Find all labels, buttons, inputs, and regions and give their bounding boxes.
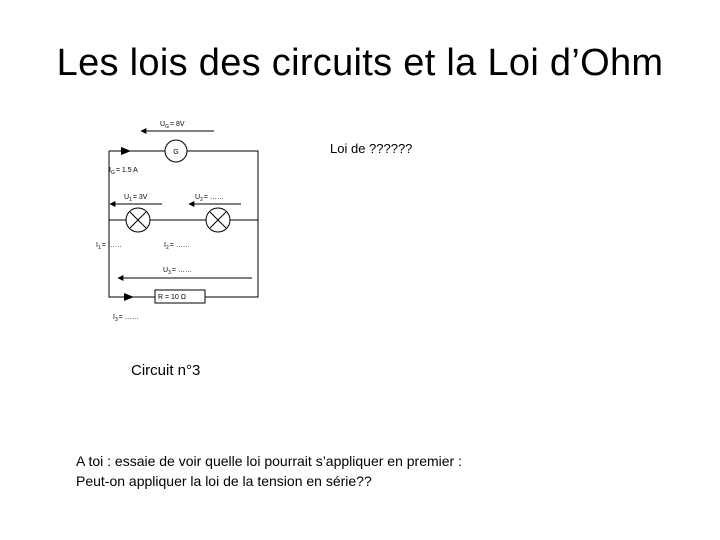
current-g-label: $I_G= 1.5$ A	[109, 167, 138, 176]
generator-voltage-label: $U_G= 8V$	[160, 121, 185, 130]
current-2-label: $I_2=$ ……	[164, 242, 190, 251]
instruction-line-2: Peut-on appliquer la loi de la tension en série??	[76, 473, 372, 489]
lamp-1	[126, 208, 150, 232]
lamp-1-voltage-label: $U_1= 3V$	[124, 194, 148, 203]
slide-title: Les lois des circuits et la Loi d’Ohm	[56, 42, 664, 84]
instructions-text	[76, 451, 462, 491]
current-arrow-generator	[121, 147, 131, 155]
generator-label: G	[173, 149, 179, 156]
law-question-label: Loi de ??????	[330, 141, 413, 156]
current-1-label: $I_1=$ ……	[96, 242, 122, 251]
generator-symbol	[165, 140, 187, 162]
current-3-label: $I_3=$ ……	[113, 314, 139, 323]
lamp-2-voltage-label: $U_2=$ ……	[195, 194, 224, 203]
instruction-line-1: A toi : essaie de voir quelle loi pourrait s’appliquer en premier :	[76, 453, 462, 469]
resistor-value-label: R = 10 Ω	[158, 294, 186, 301]
circuit-number-label: Circuit n°3	[131, 362, 201, 379]
current-arrow-resistor	[124, 293, 134, 301]
resistor-voltage-label: $U_3=$ ……	[163, 267, 192, 276]
lamp-2	[206, 208, 230, 232]
